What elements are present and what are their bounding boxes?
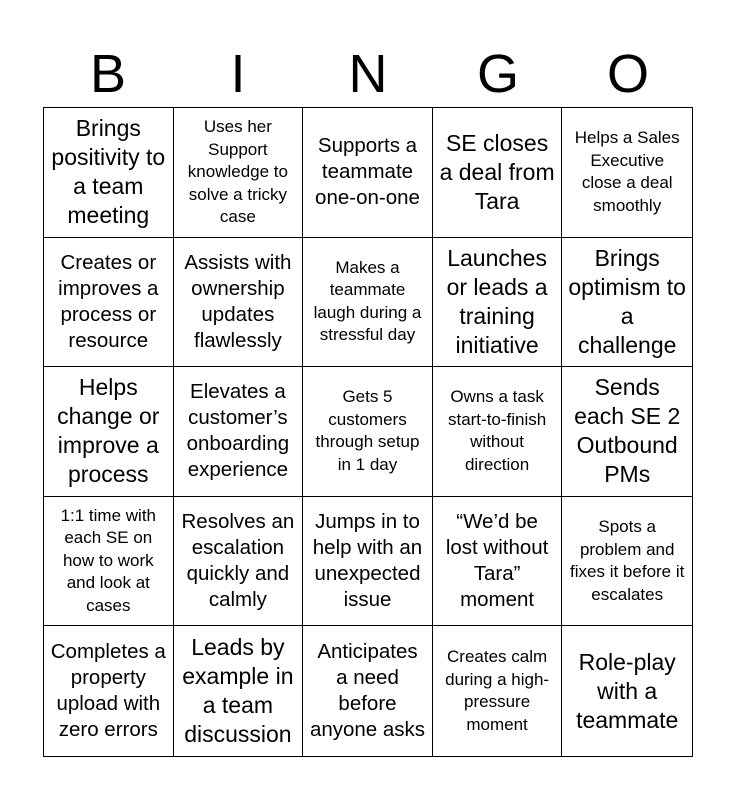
bingo-cell-text: Creates or improves a process or resource (58, 250, 159, 352)
bingo-cell[interactable] (562, 497, 692, 627)
bingo-cell-text: Completes a property upload with zero errors (50, 640, 166, 742)
bingo-cell[interactable] (174, 108, 304, 238)
bingo-cell[interactable] (44, 108, 174, 238)
bingo-cell[interactable] (174, 497, 304, 627)
bingo-cell-text: Brings optimism to a challenge (568, 244, 686, 358)
bingo-cell[interactable] (44, 497, 174, 627)
bingo-cell[interactable] (303, 108, 433, 238)
bingo-cell[interactable] (433, 497, 563, 627)
header-letter-i: I (230, 44, 246, 104)
header-letter-b: B (89, 44, 127, 104)
bingo-cell[interactable] (44, 367, 174, 497)
bingo-cell[interactable] (303, 367, 433, 497)
bingo-cell[interactable] (174, 367, 304, 497)
header-letter-o: O (606, 44, 649, 104)
bingo-cell[interactable] (174, 238, 304, 368)
bingo-cell-text: Elevates a customer’s onboarding experience (186, 380, 290, 482)
bingo-cell[interactable] (303, 238, 433, 368)
bingo-cell-text: Jumps in to help with an unexpected issue (312, 510, 423, 612)
bingo-cell[interactable] (433, 367, 563, 497)
bingo-cell-text: Spots a problem and fixes it before it escalates (570, 517, 685, 604)
bingo-cell[interactable] (44, 238, 174, 368)
bingo-cell-text: Leads by example in a team discussion (182, 634, 294, 748)
bingo-cell-text: SE closes a deal from Tara (439, 129, 555, 214)
header-letter-n: N (348, 44, 388, 104)
bingo-cell[interactable] (433, 626, 563, 756)
bingo-cell-text: Role-play with a teammate (576, 648, 679, 733)
bingo-cell-text: Helps a Sales Executive close a deal smoothly (574, 128, 680, 215)
bingo-cell[interactable] (433, 108, 563, 238)
bingo-cell-text: Owns a task start-to-finish without direction (447, 387, 547, 474)
bingo-cell[interactable] (44, 626, 174, 756)
bingo-cell-text: Supports a teammate one-on-one (315, 134, 420, 210)
bingo-cell[interactable] (303, 626, 433, 756)
bingo-cell[interactable] (433, 238, 563, 368)
bingo-cell-text: Helps change or improve a process (57, 374, 160, 488)
bingo-cell-text: “We’d be lost without Tara” moment (445, 510, 549, 612)
header-letter-g: G (476, 44, 519, 104)
bingo-cell-text: Assists with ownership updates flawlessly (184, 250, 292, 352)
bingo-cell-text: Brings positivity to a team meeting (51, 115, 166, 229)
bingo-cell-text: Creates calm during a high-pressure moment (445, 647, 550, 734)
bingo-cell-text: Anticipates a need before anyone asks (309, 640, 426, 742)
bingo-cell[interactable] (174, 626, 304, 756)
bingo-cell-text: Sends each SE 2 Outbound PMs (574, 374, 681, 488)
bingo-cell[interactable] (562, 238, 692, 368)
bingo-cell-text: Makes a teammate laugh during a stressful day (313, 257, 422, 345)
bingo-cell[interactable] (562, 108, 692, 238)
bingo-header (43, 44, 693, 104)
bingo-cell-text: Launches or leads a training initiative (446, 244, 548, 358)
bingo-cell-text: 1:1 time with each SE on how to work and look at cases (60, 505, 157, 615)
bingo-cell[interactable] (303, 497, 433, 627)
bingo-cell-text: Uses her Support knowledge to solve a tricky case (187, 117, 288, 227)
bingo-cell[interactable] (562, 367, 692, 497)
bingo-cell-text: Resolves an escalation quickly and calmly (181, 510, 295, 612)
bingo-board (43, 107, 693, 757)
bingo-cell-text: Gets 5 customers through setup in 1 day (315, 387, 420, 474)
bingo-cell[interactable] (562, 626, 692, 756)
